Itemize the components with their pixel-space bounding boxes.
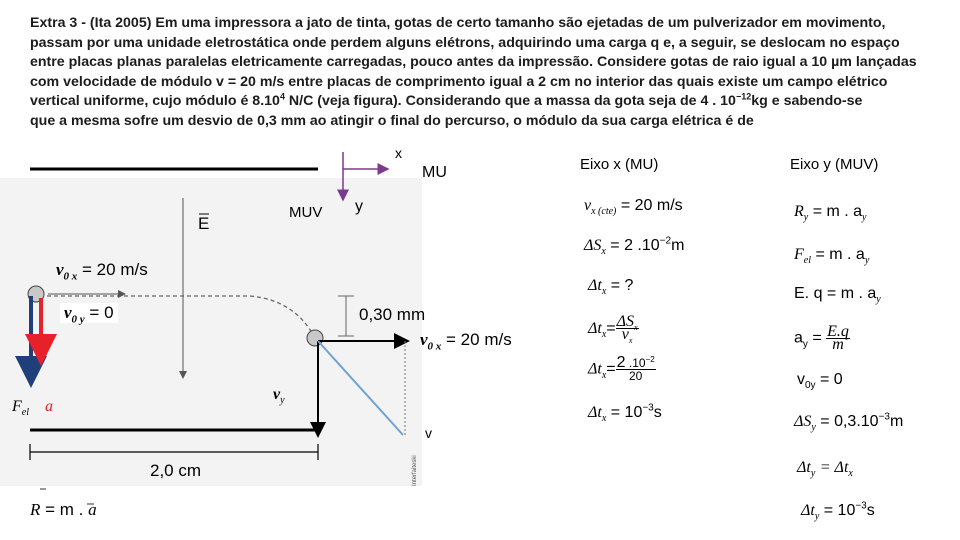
- eq-dty-result: $\Delta t_y = 10^{-3}s$: [801, 500, 875, 523]
- eq-v0y: $v_{0y} = 0$: [797, 371, 843, 392]
- eq-dtx-unknown: $\Delta t_x$ = ?: [588, 277, 634, 298]
- eq-dtx-substitution: $\Delta t_x=$ $\frac{2 .10^{-2}}{20}$: [588, 354, 655, 383]
- problem-line-1: Extra 3 - (Ita 2005) Em uma impressora a jato de tinta, gotas de certo tamanho são ejetadas de um pulverizador em movimento,: [30, 15, 886, 31]
- problem-line-3: entre placas planas paralelas eletricamente carregadas, pouco antes da impressão. Considere gotas de raio igual a 10 µm lançadas: [30, 54, 917, 71]
- eq-dtx-formula: $\Delta t_x=$ $\frac{\Delta S_x}{v_x}$: [588, 313, 638, 346]
- problem-statement: [30, 14, 942, 132]
- eq-fel: $F_{el} = m$ . $a_y$: [794, 246, 870, 267]
- axis-y-label: y: [355, 198, 363, 215]
- force-label: $F_{el}$: [12, 398, 29, 419]
- length-label: 2,0 cm: [150, 461, 202, 480]
- eq-ay: $a_y$ = $\frac{E.q}{m}$: [794, 323, 849, 353]
- problem-line-6: que a mesma sofre um desvio de 0,3 mm ao atingir o final do percurso, o módulo da sua carga elétrica é de: [30, 112, 754, 129]
- credit-label: Interfaiteski: [412, 455, 418, 486]
- acceleration-label: a: [45, 398, 53, 415]
- figure-background: [0, 178, 422, 486]
- v0x-top-label: $v_{0 x} = 20$ m/s: [56, 260, 148, 283]
- axis-x-label: x: [395, 145, 402, 161]
- eq-dty-equal: $\Delta t_y = \Delta t_x$: [797, 459, 853, 480]
- eq-vx: $v_{x (cte)} = 20$ m/s: [584, 197, 683, 218]
- field-label: E: [198, 214, 210, 233]
- eq-dtx-result: $\Delta t_x = 10^{-3}s$: [588, 402, 662, 425]
- eq-eq: E. q = m . $a_y$: [794, 285, 881, 306]
- newton-law: R = m . a: [30, 500, 97, 519]
- column-y-header: Eixo y (MUV): [790, 156, 879, 173]
- column-x-header: Eixo x (MU): [580, 156, 659, 173]
- eq-dsy: $\Delta S_y = 0,3.10^{-3}m$: [794, 411, 904, 434]
- muv-label: MUV: [289, 204, 323, 221]
- v0y-label: $v_{0 y} = 0$: [60, 303, 118, 323]
- mu-label: MU: [422, 164, 447, 181]
- problem-line-5: vertical uniforme, cujo módulo é 8.10$^4$ N/C (veja figura). Considerando que a massa da gota seja de 4 . $10^{-12}kg$ e sabendo-se: [30, 91, 863, 110]
- v0x-right-label: $v_{0 x} = 20$ m/s: [420, 330, 512, 353]
- eq-ry: $R_y = m$ . $a_y$: [794, 203, 867, 224]
- problem-line-2: passam por uma unidade eletrostática onde perdem alguns elétrons, adquirindo uma carga q e, a seguir, se deslocam no espaço: [30, 34, 900, 51]
- eq-dsx: $\Delta S_x = 2$ $.10^{-2}m$: [584, 235, 685, 258]
- deflection-label: 0,30 mm: [359, 305, 426, 324]
- problem-line-4: com velocidade de módulo v = 20 m/s entre placas de comprimento igual a 2 cm no interior das quais existe um campo elétrico: [30, 73, 888, 90]
- vy-label: $v_y$: [273, 386, 285, 407]
- velocity-label: v: [425, 425, 432, 441]
